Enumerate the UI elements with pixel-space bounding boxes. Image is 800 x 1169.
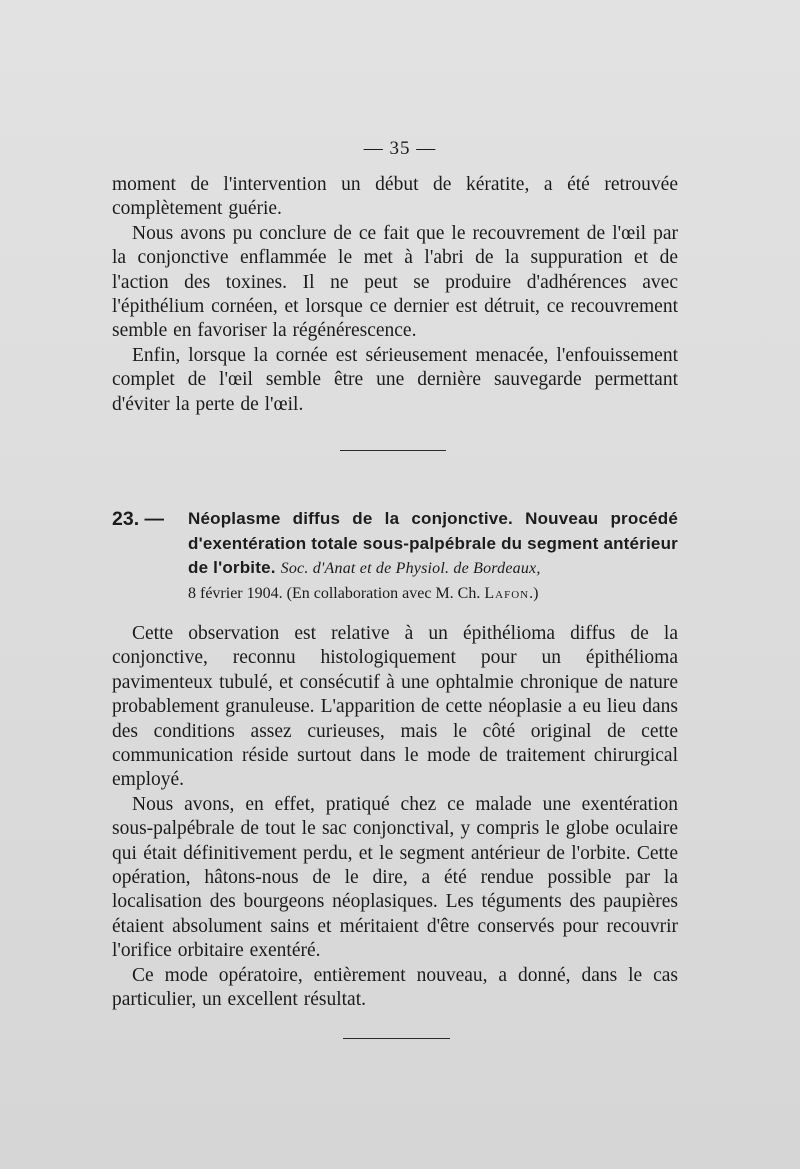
top-paragraph-2: Nous avons pu conclure de ce fait que le recouvrement de l'œil par la conjonctive enflammée le met à l'abri de la suppuration et de l'action des toxines. Il ne peut se produire d'adhérences avec l'épithélium cornéen, et lorsque ce dernier est détruit, ce recouvrement semble en favoriser la régénérescence. xyxy=(112,222,678,342)
body-paragraph-3: Ce mode opératoire, entièrement nouveau, a donné, dans le cas particulier, un excellent résultat. xyxy=(112,964,678,1011)
body-section xyxy=(112,622,678,1013)
entry-source: Soc. d'Anat et de Physiol. de Bordeaux, xyxy=(280,560,541,577)
bibliography-entry xyxy=(188,507,678,606)
top-paragraph-1: moment de l'intervention un début de kératite, a été retrouvée complètement guérie. xyxy=(112,174,678,220)
body-paragraph-2: Nous avons, en effet, pratiqué chez ce malade une exentération sous-palpébrale de tout le sac conjonctival, y compris le globe oculaire qui était définitivement perdu, et le segment antérieur de l'orbite. Cette opération, hâtons-nous de le dire, a été rendue possible par la localisation des bourgeons néoplasiques. Les téguments des paupières étaient absolument sains et méritaient d'être conservés pour recouvrir l'orifice orbitaire exentéré. xyxy=(112,793,678,962)
entry-closing: .) xyxy=(529,584,539,602)
section-divider-bottom xyxy=(343,1038,450,1039)
page-number: — 35 — xyxy=(363,138,437,159)
entry-date-line xyxy=(188,582,678,606)
top-paragraph-3: Enfin, lorsque la cornée est sérieusement menacée, l'enfouissement complet de l'œil semble être une dernière sauvegarde permettant d'éviter la perte de l'œil. xyxy=(112,344,678,415)
section-divider-top xyxy=(340,450,446,451)
entry-title: Néoplasme diffus de la conjonctive. Nouveau procédé d'exentération totale sous-palpébrale du segment antérieur de l'orbite. xyxy=(188,509,678,577)
entry-collaborator: Lafon xyxy=(484,584,530,602)
top-section xyxy=(112,173,678,417)
body-paragraph-1: Cette observation est relative à un épithélioma diffus de la conjonctive, reconnu histologiquement pour un épithélioma pavimenteux tubulé, et consécutif à une ophtalmie chronique de nature probablement granuleuse. L'apparition de cette néoplasie a eu lieu dans des conditions assez curieuses, mais le côté original de cette communication réside surtout dans le mode de traitement chirurgical employé. xyxy=(112,623,678,791)
entry-title-line xyxy=(188,507,678,582)
entry-date: 8 février 1904. (En collaboration avec M. Ch. xyxy=(188,584,481,602)
entry-number: 23. — xyxy=(112,508,165,530)
